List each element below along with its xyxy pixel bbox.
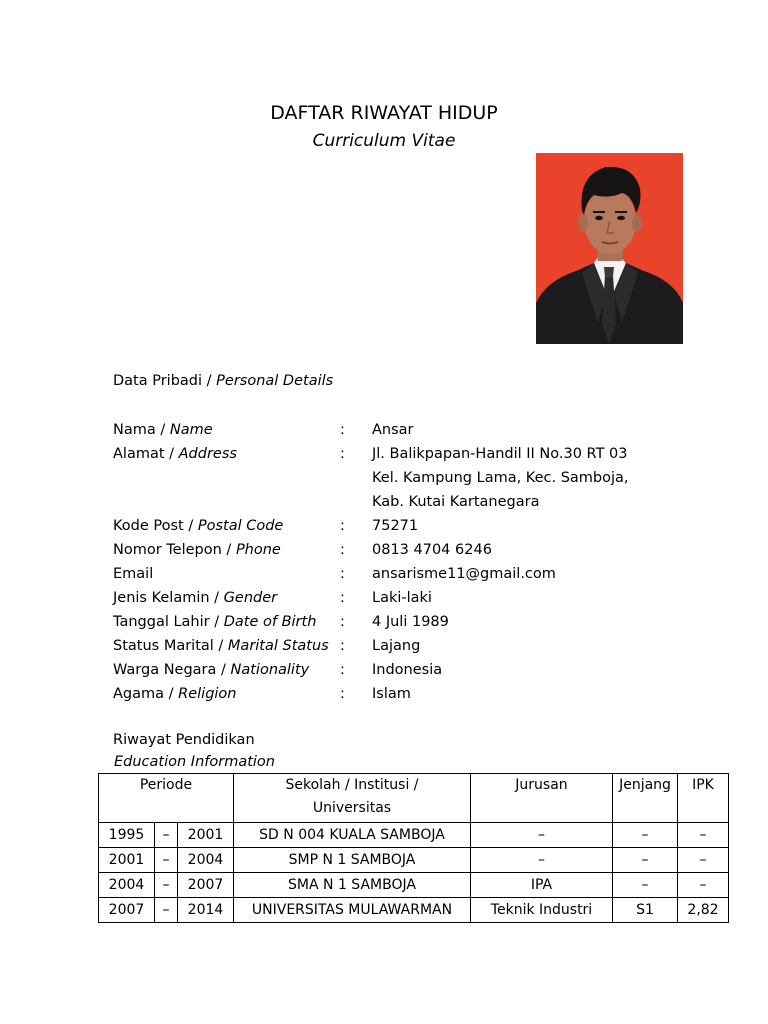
- column-header-school: Sekolah / Institusi / Universitas: [234, 774, 471, 823]
- table-row: [99, 848, 729, 873]
- detail-label: Alamat / Address: [113, 446, 237, 462]
- cell-level: –: [613, 873, 678, 898]
- detail-label: Warga Negara / Nationality: [113, 662, 310, 678]
- detail-row-nationality: [113, 658, 673, 682]
- cell-school: SMA N 1 SAMBOJA: [234, 873, 471, 898]
- detail-label: Status Marital / Marital Status: [113, 638, 329, 654]
- detail-colon: :: [340, 422, 345, 438]
- profile-photo: [536, 153, 683, 344]
- personal-details-heading: Data Pribadi / Personal Details: [113, 373, 334, 389]
- table-row: [99, 898, 729, 923]
- detail-value: Indonesia: [372, 662, 443, 678]
- cell-major: Teknik Industri: [471, 898, 613, 923]
- detail-row-name: [113, 418, 673, 442]
- detail-row-email: [113, 562, 673, 586]
- detail-label: Kode Post / Postal Code: [113, 518, 284, 534]
- education-table-header: [99, 774, 729, 823]
- cell-school: UNIVERSITAS MULAWARMAN: [234, 898, 471, 923]
- cell-start-year: 2001: [99, 848, 155, 873]
- education-heading-id: Riwayat Pendidikan: [113, 732, 255, 748]
- detail-colon: :: [340, 542, 345, 558]
- detail-row-gender: [113, 586, 673, 610]
- cell-level: –: [613, 823, 678, 848]
- detail-label: Nama / Name: [113, 422, 213, 438]
- cell-end-year: 2004: [178, 848, 234, 873]
- column-header-major: Jurusan: [471, 774, 613, 823]
- cell-gpa: –: [678, 873, 729, 898]
- column-header-level: Jenjang: [613, 774, 678, 823]
- cell-end-year: 2001: [178, 823, 234, 848]
- cell-major: IPA: [471, 873, 613, 898]
- cell-gpa: –: [678, 848, 729, 873]
- detail-value: 75271: [372, 518, 419, 534]
- detail-value: Jl. Balikpapan-Handil II No.30 RT 03 Kel. Kampung Lama, Kec. Samboja, Kab. Kutai Kartanegara: [372, 446, 629, 510]
- detail-label: Agama / Religion: [113, 686, 237, 702]
- detail-row-address: [113, 442, 673, 514]
- cell-major: –: [471, 823, 613, 848]
- cell-end-year: 2014: [178, 898, 234, 923]
- document-subtitle: Curriculum Vitae: [312, 131, 456, 151]
- cell-gpa: –: [678, 823, 729, 848]
- detail-row-date-of-birth: [113, 610, 673, 634]
- detail-label: Email: [113, 566, 154, 582]
- table-row: [99, 873, 729, 898]
- column-header-gpa: IPK: [678, 774, 729, 823]
- detail-value: 4 Juli 1989: [372, 614, 449, 630]
- detail-row-marital-status: [113, 634, 673, 658]
- detail-colon: :: [340, 686, 345, 702]
- detail-colon: :: [340, 518, 345, 534]
- cell-level: –: [613, 848, 678, 873]
- cell-separator: –: [155, 823, 178, 848]
- detail-value: Islam: [372, 686, 411, 702]
- detail-value: ansarisme11@gmail.com: [372, 566, 556, 582]
- cell-end-year: 2007: [178, 873, 234, 898]
- cell-separator: –: [155, 898, 178, 923]
- detail-value: 0813 4704 6246: [372, 542, 492, 558]
- cell-start-year: 1995: [99, 823, 155, 848]
- personal-details-heading-en: Personal Details: [216, 373, 334, 389]
- cell-major: –: [471, 848, 613, 873]
- table-row: [99, 823, 729, 848]
- education-table: [98, 773, 729, 923]
- cell-school: SD N 004 KUALA SAMBOJA: [234, 823, 471, 848]
- detail-value: Laki-laki: [372, 590, 432, 606]
- document-title: DAFTAR RIWAYAT HIDUP: [270, 102, 498, 124]
- detail-row-postal-code: [113, 514, 673, 538]
- detail-colon: :: [340, 446, 345, 462]
- cell-start-year: 2004: [99, 873, 155, 898]
- personal-details-heading-id: Data Pribadi: [113, 373, 203, 389]
- detail-colon: :: [340, 662, 345, 678]
- education-heading-en: Education Information: [114, 754, 275, 770]
- detail-value: Ansar: [372, 422, 414, 438]
- detail-colon: :: [340, 614, 345, 630]
- cell-separator: –: [155, 873, 178, 898]
- detail-label: Nomor Telepon / Phone: [113, 542, 281, 558]
- detail-value: Lajang: [372, 638, 421, 654]
- education-heading: [113, 729, 275, 773]
- cell-gpa: 2,82: [678, 898, 729, 923]
- detail-label: Jenis Kelamin / Gender: [113, 590, 278, 606]
- detail-label: Tanggal Lahir / Date of Birth: [113, 614, 317, 630]
- cell-separator: –: [155, 848, 178, 873]
- column-header-periode: Periode: [99, 774, 234, 823]
- cell-level: S1: [613, 898, 678, 923]
- personal-details-list: [113, 418, 673, 706]
- detail-colon: :: [340, 566, 345, 582]
- detail-colon: :: [340, 638, 345, 654]
- detail-row-religion: [113, 682, 673, 706]
- detail-row-phone: [113, 538, 673, 562]
- cell-school: SMP N 1 SAMBOJA: [234, 848, 471, 873]
- detail-colon: :: [340, 590, 345, 606]
- cell-start-year: 2007: [99, 898, 155, 923]
